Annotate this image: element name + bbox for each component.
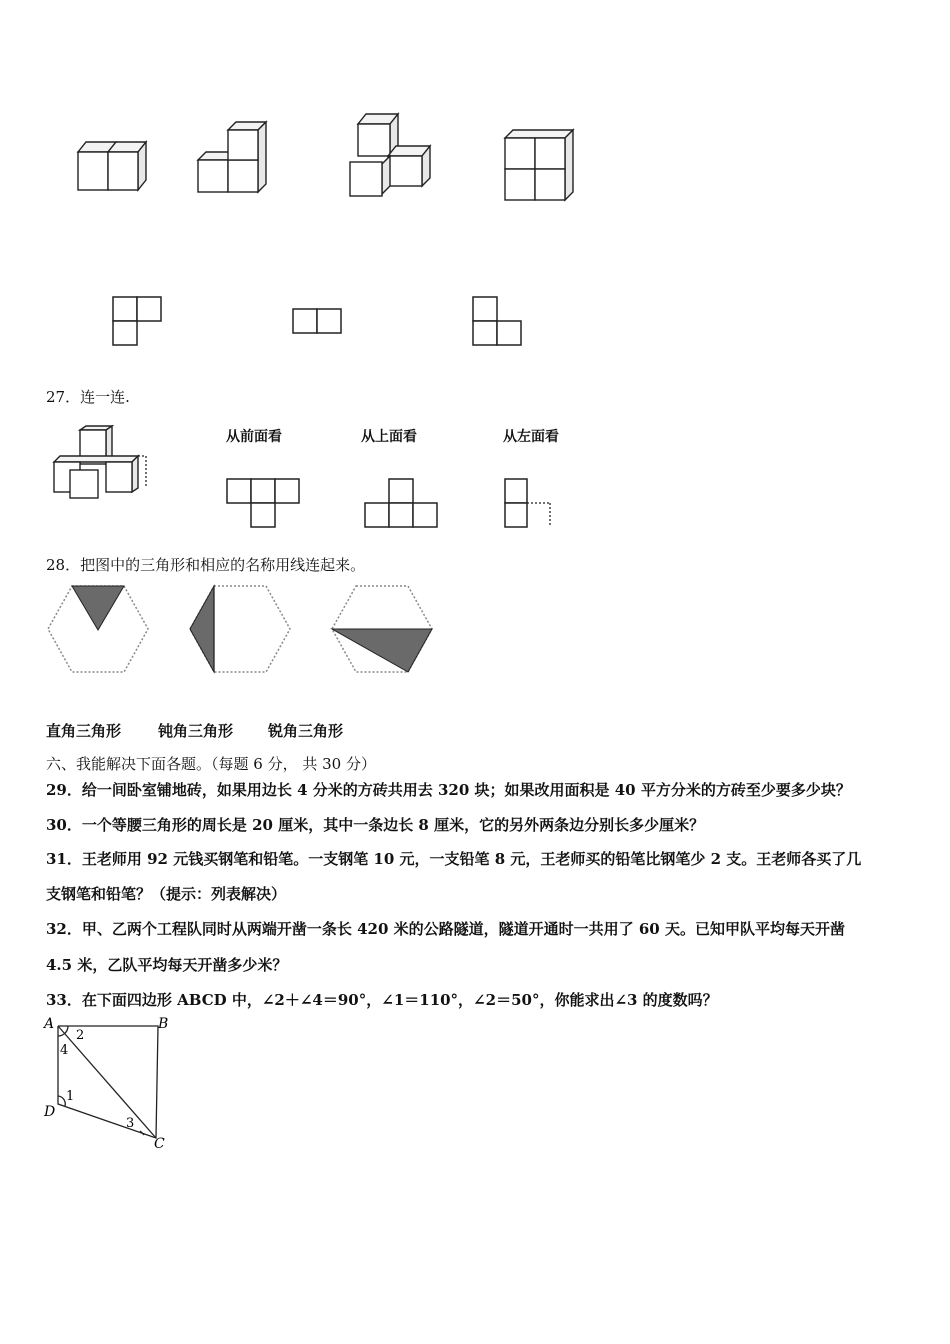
- left-view-shape: [504, 478, 554, 528]
- question-32-line-2: 4.5 米，乙队平均每天开凿多少米？: [46, 956, 288, 974]
- vertex-label-a: A: [44, 1016, 55, 1032]
- question-29: 29．给一间卧室铺地砖，如果用边长 4 分米的方砖共用去 320 块；如果改用面积是 40 平方分米的方砖至少要多少块？: [46, 781, 851, 799]
- solid-figure-4: [503, 128, 583, 204]
- triangle-name-obtuse: 钝角三角形: [158, 722, 234, 740]
- question-27-solid: [52, 426, 152, 498]
- triangle-name-acute: 锐角三角形: [268, 722, 344, 740]
- view-shape-3: [472, 296, 522, 346]
- solid-figure-3: [348, 114, 438, 198]
- triangle-name-right: 直角三角形: [46, 722, 122, 740]
- question-33: 33．在下面四边形 ABCD 中，∠2＋∠4＝90°，∠1＝110°，∠2＝50°，你能求出∠3 的度数吗？: [46, 991, 718, 1009]
- angle-label-4: 4: [60, 1043, 69, 1058]
- question-32-line-1: 32．甲、乙两个工程队同时从两端开凿一条长 420 米的公路隧道，隧道开通时一共用了 60 天。已知甲队平均每天开凿: [46, 920, 845, 938]
- top-view-shape: [364, 478, 438, 528]
- angle-label-2: 2: [76, 1028, 85, 1043]
- vertex-label-c: C: [154, 1136, 165, 1152]
- angle-label-1: 1: [66, 1089, 75, 1104]
- solid-figure-2: [196, 122, 276, 198]
- view-shape-2: [292, 308, 342, 334]
- hexagon-triangle-2: [188, 584, 292, 674]
- vertex-label-d: D: [44, 1104, 56, 1120]
- view-label-top: 从上面看: [361, 429, 417, 445]
- question-27: 27．连一连.: [46, 388, 130, 406]
- question-31-line-2: 支钢笔和铅笔？（提示：列表解决）: [46, 885, 287, 903]
- question-30: 30．一个等腰三角形的周长是 20 厘米，其中一条边长 8 厘米，它的另外两条边分别长多少厘米？: [46, 816, 705, 834]
- hexagon-triangle-1: [46, 584, 150, 674]
- vertex-label-b: B: [158, 1016, 169, 1032]
- section-6-heading: 六、我能解决下面各题。（每题 6 分， 共 30 分）: [46, 755, 376, 773]
- solid-figure-1: [76, 138, 156, 198]
- quadrilateral-abcd: [40, 1014, 180, 1154]
- view-label-left: 从左面看: [503, 429, 559, 445]
- view-label-front: 从前面看: [226, 429, 282, 445]
- question-28: 28．把图中的三角形和相应的名称用线连起来。: [46, 556, 366, 574]
- view-shape-1: [112, 296, 162, 346]
- hexagon-triangle-3: [330, 584, 434, 674]
- angle-label-3: 3: [126, 1116, 135, 1131]
- front-view-shape: [226, 478, 300, 528]
- question-31-line-1: 31．王老师用 92 元钱买钢笔和铅笔。一支钢笔 10 元，一支铅笔 8 元，王老师买的铅笔比钢笔少 2 支。王老师各买了几: [46, 850, 862, 868]
